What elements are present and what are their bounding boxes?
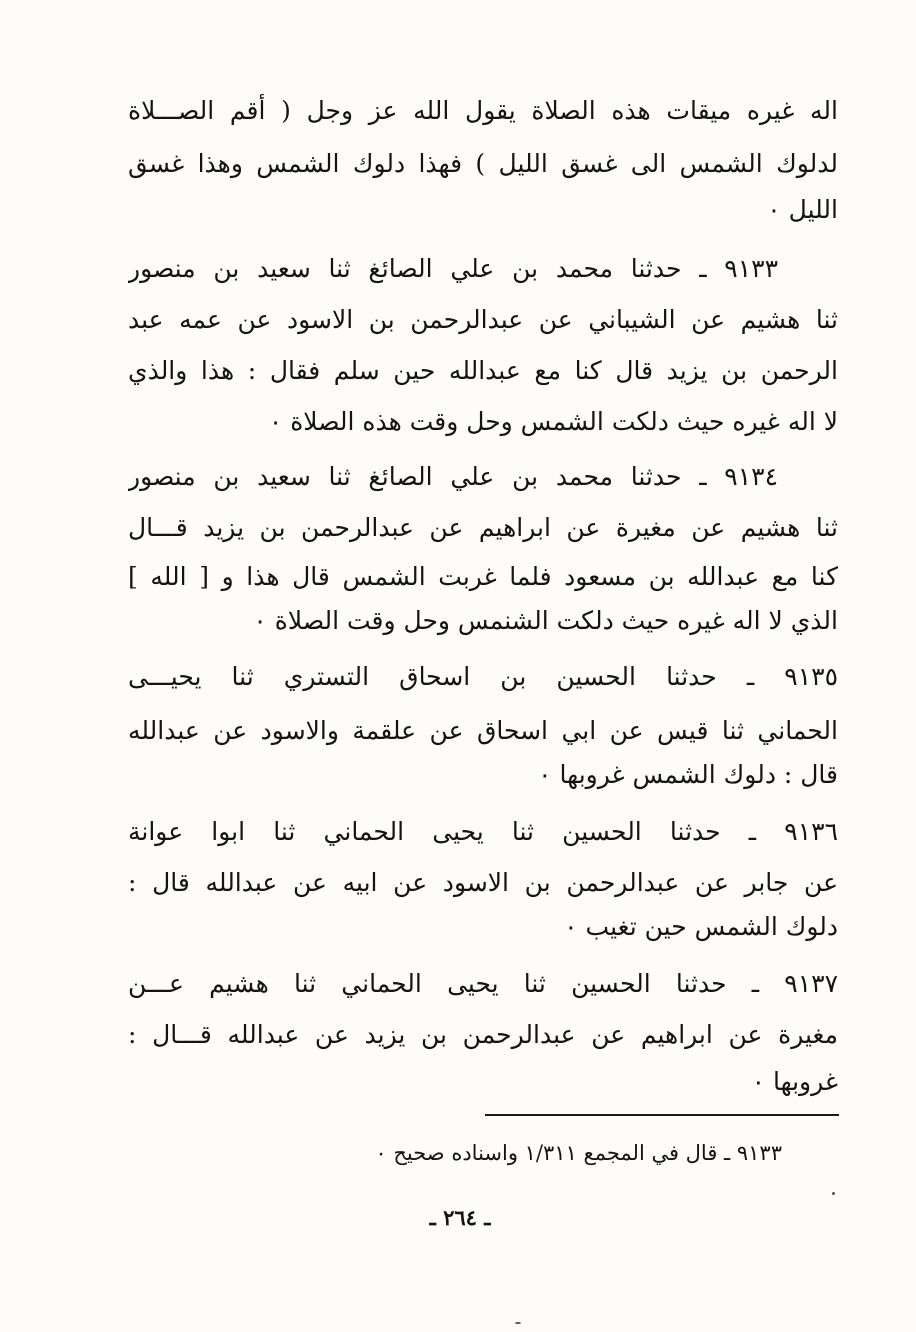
text-line: الرحمن بن يزيد قال كنا مع عبدالله حين سلم فقال : هذا والذي (128, 356, 838, 385)
text-line: اله غيره ميقات هذه الصلاة يقول الله عز وجل ( أقم الصـــلاة (128, 96, 838, 125)
text-line: كنا مع عبدالله بن مسعود فلما غربت الشمس قال هذا و [ الله ] (128, 562, 838, 591)
text-line: ثنا هشيم عن الشيباني عن عبدالرحمن بن الاسود عن عمه عبد (128, 305, 838, 334)
page-number: ـ ٢٦٤ ـ (429, 1205, 491, 1230)
footnote-separator (485, 1114, 839, 1116)
text-line: قال : دلوك الشمس غروبها ٠ (538, 760, 838, 789)
footnote: ٩١٣٣ ـ قال في المجمع ١/٣١١ واسناده صحيح ٠ (375, 1141, 782, 1165)
text-line: الذي لا اله غيره حيث دلكت الشنمس وحل وقت الصلاة ٠ (253, 606, 838, 635)
hadith-9135-heading: ٩١٣٥ ـ حدثنا الحسين بن اسحاق التستري ثنا يحيـــى (128, 662, 838, 691)
hadith-9136-heading: ٩١٣٦ ـ حدثنا الحسين ثنا يحيى الحماني ثنا ابوا عوانة (128, 817, 838, 846)
hadith-9137-heading: ٩١٣٧ ـ حدثنا الحسين ثنا يحيى الحماني ثنا هشيم عـــن (128, 969, 838, 998)
scan-speck (515, 1322, 521, 1324)
text-line: الليل ٠ (767, 195, 838, 224)
text-line: ثنا هشيم عن مغيرة عن ابراهيم عن عبدالرحمن بن يزيد قـــال (128, 513, 838, 542)
hadith-9133-heading: ٩١٣٣ ـ حدثنا محمد بن علي الصائغ ثنا سعيد بن منصور (128, 254, 778, 283)
text-line: دلوك الشمس حين تغيب ٠ (564, 912, 838, 941)
hadith-9134-heading: ٩١٣٤ ـ حدثنا محمد بن علي الصائغ ثنا سعيد بن منصور (128, 462, 778, 491)
text-line: الحماني ثنا قيس عن ابي اسحاق عن علقمة والاسود عن عبدالله (128, 716, 838, 745)
text-line: مغيرة عن ابراهيم عن عبدالرحمن بن يزيد عن عبدالله قـــال : (128, 1020, 838, 1049)
text-line: لا اله غيره حيث دلكت الشمس وحل وقت هذه الصلاة ٠ (268, 407, 838, 436)
scan-speck (832, 1192, 835, 1195)
text-line: لدلوك الشمس الى غسق الليل ) فهذا دلوك الشمس وهذا غسق (128, 149, 838, 178)
text-line: عن جابر عن عبدالرحمن بن الاسود عن ابيه عن عبدالله قال : (128, 868, 838, 897)
text-line: غروبها ٠ (751, 1067, 838, 1096)
